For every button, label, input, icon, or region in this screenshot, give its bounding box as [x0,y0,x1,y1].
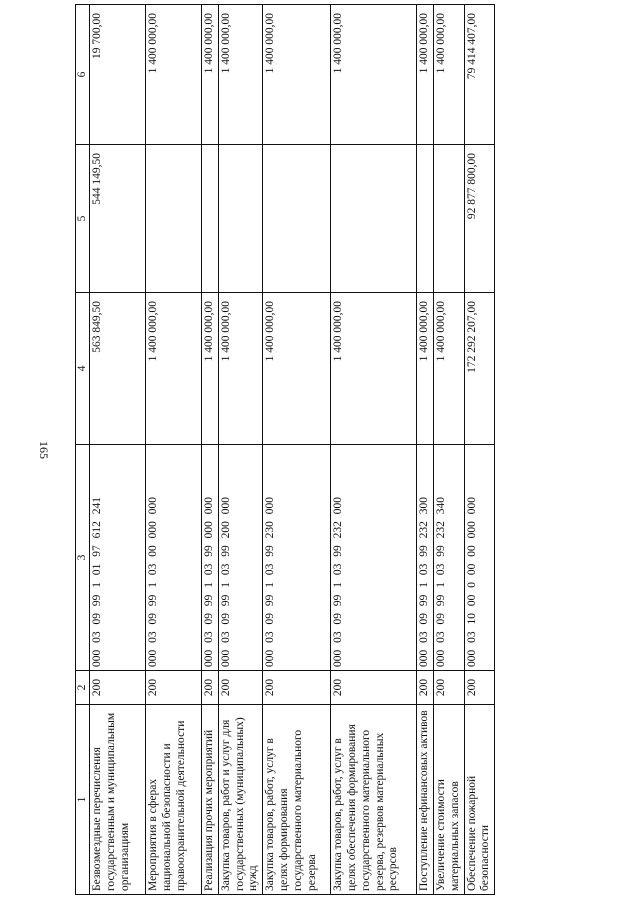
table-row [331,5,417,895]
row-col4: 1 400 000,00 [146,293,202,445]
row-name: Закупка товаров, работ, услуг в целях обеспечения формирования государственного материального резерва, резервов материальных ресурсов [331,705,417,895]
row-code: 000 03 09 99 1 03 99 230 000 [263,445,331,671]
table-row [433,5,464,895]
row-col5 [433,145,464,293]
row-col5 [218,145,262,293]
table-row [90,5,146,895]
row-col5: 92 877 800,00 [464,145,495,293]
row-col2: 200 [218,671,262,705]
table-row [417,5,434,895]
page-number: 165 [37,441,51,459]
row-code: 000 03 09 99 1 03 99 232 340 [433,445,464,671]
row-col6: 1 400 000,00 [331,5,417,145]
rotated-table-wrapper [75,5,492,895]
row-col4: 1 400 000,00 [331,293,417,445]
row-col4: 1 400 000,00 [263,293,331,445]
row-name: Безвозмездные перечисления государственным и муниципальным организациям [90,705,146,895]
row-name: Увеличение стоимости материальных запасов [433,705,464,895]
row-code: 000 03 09 99 1 03 99 232 000 [331,445,417,671]
row-col5 [417,145,434,293]
row-col2: 200 [417,671,434,705]
row-col4: 1 400 000,00 [218,293,262,445]
row-col2: 200 [331,671,417,705]
row-name: Реализация прочих мероприятий [202,705,219,895]
row-col2: 200 [433,671,464,705]
row-col5: 544 149,50 [90,145,146,293]
row-col5 [331,145,417,293]
header-col-3: 3 [76,445,90,671]
row-col2: 200 [464,671,495,705]
row-col6: 79 414 407,00 [464,5,495,145]
row-col4: 1 400 000,00 [433,293,464,445]
row-col4: 563 849,50 [90,293,146,445]
budget-table [75,4,495,895]
row-col5 [263,145,331,293]
header-col-1: 1 [76,705,90,895]
table-row [146,5,202,895]
row-name: Закупка товаров, работ и услуг для государственных (муниципальных) нужд [218,705,262,895]
row-col2: 200 [146,671,202,705]
table-row [202,5,219,895]
row-col4: 172 292 207,00 [464,293,495,445]
row-col5 [146,145,202,293]
row-col6: 19 700,00 [90,5,146,145]
row-col6: 1 400 000,00 [263,5,331,145]
row-col6: 1 400 000,00 [202,5,219,145]
table-row [218,5,262,895]
row-code: 000 03 10 00 0 00 00 000 000 [464,445,495,671]
row-code: 000 03 09 99 1 03 99 232 300 [417,445,434,671]
row-col2: 200 [90,671,146,705]
row-code: 000 03 09 99 1 01 97 612 241 [90,445,146,671]
row-col6: 1 400 000,00 [433,5,464,145]
row-code: 000 03 09 99 1 03 99 200 000 [218,445,262,671]
row-col6: 1 400 000,00 [146,5,202,145]
row-name: Закупка товаров, работ, услуг в целях формирования государственного материального резерва [263,705,331,895]
row-col5 [202,145,219,293]
row-col4: 1 400 000,00 [202,293,219,445]
row-col4: 1 400 000,00 [417,293,434,445]
header-col-2: 2 [76,671,90,705]
row-code: 000 03 09 99 1 03 99 000 000 [202,445,219,671]
header-col-5: 5 [76,145,90,293]
row-code: 000 03 09 99 1 03 00 000 000 [146,445,202,671]
header-col-4: 4 [76,293,90,445]
row-col6: 1 400 000,00 [218,5,262,145]
row-name: Поступление нефинансовых активов [417,705,434,895]
header-row [76,5,90,895]
row-name: Обеспечение пожарной безопасности [464,705,495,895]
table-row [464,5,495,895]
row-col2: 200 [263,671,331,705]
table-row [263,5,331,895]
row-col6: 1 400 000,00 [417,5,434,145]
header-col-6: 6 [76,5,90,145]
row-col2: 200 [202,671,219,705]
row-name: Мероприятия в сферах национальной безопасности и правоохранительной деятельности [146,705,202,895]
